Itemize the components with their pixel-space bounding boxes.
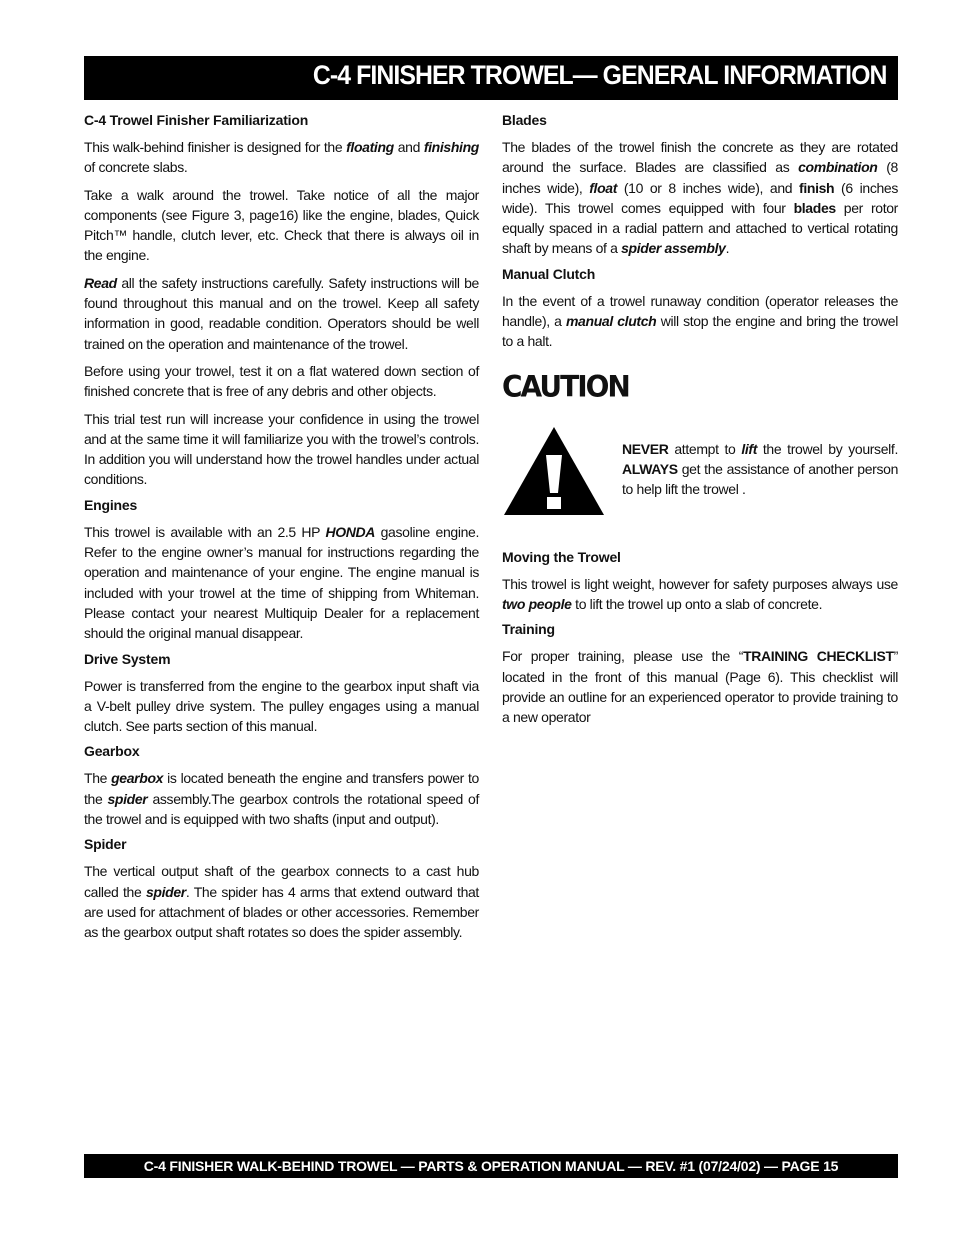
familiarization-paragraph-4: Before using your trowel, test it on a flat watered down section of finished concrete that is free of any debris and other objects. [84, 362, 479, 400]
warning-triangle-icon [502, 425, 606, 519]
engines-heading: Engines [84, 496, 138, 513]
manual-clutch-paragraph: In the event of a trowel runaway condition (operator releases the handle), a manual clutch will stop the engine and bring the trowel to a halt. [502, 292, 899, 350]
training-paragraph: For proper training, please use the “TRAINING CHECKLIST” located in the front of this manual (Page 6). This checklist will provide an outline for an experienced operator to provide training to a new operator [502, 648, 898, 726]
caution-heading: CAUTION [502, 368, 629, 404]
gearbox-paragraph: The gearbox is located beneath the engine and transfers power to the spider assembly.The gearbox controls the rotational speed of the trowel and is equipped with two shafts (input and output). [84, 770, 480, 828]
gearbox-heading: Gearbox [84, 743, 140, 760]
training-heading: Training [502, 621, 555, 638]
drive-system-heading: Drive System [84, 650, 171, 667]
page-header-bar [84, 56, 898, 100]
familiarization-heading: C-4 Trowel Finisher Familiarization [84, 112, 309, 128]
familiarization-paragraph-2: Take a walk around the trowel. Take notice of all the major components (see Figure 3, page16) like the engine, blades, Quick Pitch™ handle, clutch lever, etc. Check that there is always oil in the engine. [84, 186, 479, 264]
caution-text: NEVER attempt to lift the trowel by yourself. ALWAYS get the assistance of another person to help lift the trowel . [622, 440, 898, 498]
blades-heading: Blades [502, 112, 547, 128]
page-footer-bar [84, 1154, 898, 1178]
footer-text: C-4 FINISHER WALK-BEHIND TROWEL — PARTS & OPERATION MANUAL — REV. #1 (07/24/02) — PAGE 15 [143, 1158, 839, 1174]
manual-clutch-heading: Manual Clutch [502, 265, 596, 282]
familiarization-paragraph-5: This trial test run will increase your confidence in using the trowel and at the same time it will familiarize you with the trowel’s controls. In addition you will understand how the trowel handles under actual conditions. [84, 410, 479, 488]
drive-system-paragraph: Power is transferred from the engine to the gearbox input shaft via a V-belt pulley drive system. The pulley engages using a manual clutch. See parts section of this manual. [84, 677, 479, 735]
left-column [84, 112, 479, 950]
spider-paragraph: The vertical output shaft of the gearbox connects to a cast hub called the spider. The spider has 4 arms that extend outward that are used for attachment of blades or other accessories. Remember as the gearbox output shaft rotates so does the spider assembly. [84, 863, 479, 941]
spider-heading: Spider [84, 836, 127, 853]
blades-paragraph: The blades of the trowel finish the concrete as they are rotated around the surface. Blades are classified as combination (8 inches wide), float (10 or 8 inches wide), and finish (6 inches wide). This trowel comes equipped with four blades per rotor equally spaced in a radial pattern and attached to vertical rotating shaft by means of a spider assembly. [502, 139, 898, 257]
familiarization-paragraph-3: Read all the safety instructions carefully. Safety instructions will be found throughout this manual and on the trowel. Keep all safety information in good, readable condition. Operators should be well trained on the operation and maintenance of the trowel. [84, 274, 479, 352]
moving-trowel-heading: Moving the Trowel [502, 548, 621, 565]
familiarization-paragraph-1: This walk-behind finisher is designed for the floating and finishing of concrete slabs. [84, 139, 480, 176]
engines-paragraph: This trowel is available with an 2.5 HP HONDA gasoline engine. Refer to the engine owner’s manual for instructions regarding the operation and maintenance of your engine. The engine manual is included with your trowel at the time of shipping from Whiteman. Please contact your nearest Multiquip Dealer for a replacement should the original manual disappear. [84, 523, 479, 642]
caution-notice [502, 425, 898, 525]
page-title: C-4 FINISHER TROWEL— GENERAL INFORMATION [312, 60, 886, 90]
right-column [502, 112, 898, 734]
moving-trowel-paragraph: This trowel is light weight, however for safety purposes always use two people to lift the trowel up onto a slab of concrete. [502, 575, 898, 612]
